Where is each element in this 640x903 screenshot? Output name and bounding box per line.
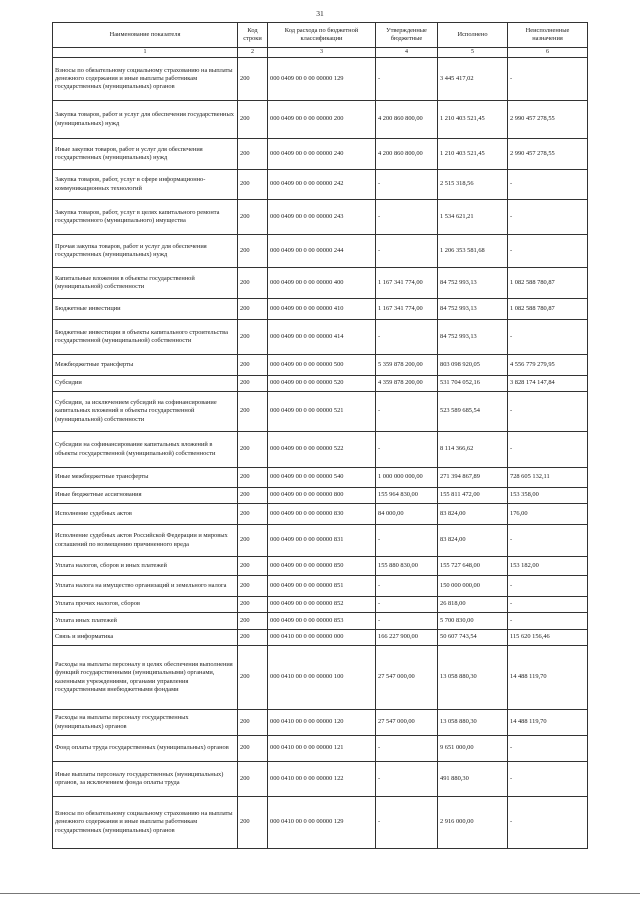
row-budget-code-cell: 000 0409 00 0 00 00000 850 [268, 557, 376, 576]
row-executed-cell: 155 811 472,00 [438, 488, 508, 504]
row-remaining-cell: 115 620 156,46 [508, 630, 588, 646]
row-line-code-cell: 200 [238, 613, 268, 630]
page-bottom-rule [0, 893, 640, 894]
table-row [53, 736, 588, 762]
row-budget-code-cell: 000 0409 00 0 00 00000 242 [268, 170, 376, 200]
row-remaining-cell: - [508, 170, 588, 200]
row-executed-cell: 2 515 318,56 [438, 170, 508, 200]
table-row [53, 101, 588, 139]
row-approved-cell: 84 000,00 [376, 504, 438, 525]
row-name-cell: Фонд оплаты труда государственных (муниципальных) органов [53, 736, 238, 762]
row-approved-cell: 5 359 878 200,00 [376, 355, 438, 376]
table-row [53, 488, 588, 504]
row-line-code-cell: 200 [238, 235, 268, 268]
row-executed-cell: 3 445 417,02 [438, 58, 508, 101]
row-line-code-cell: 200 [238, 376, 268, 392]
row-line-code-cell: 200 [238, 762, 268, 797]
column-number: 5 [438, 48, 508, 58]
header-name: Наименование показателя [53, 23, 238, 48]
row-approved-cell: - [376, 762, 438, 797]
table-row [53, 355, 588, 376]
table-row [53, 597, 588, 613]
row-remaining-cell: - [508, 736, 588, 762]
row-executed-cell: 26 818,00 [438, 597, 508, 613]
row-name-cell: Межбюджетные трансферты [53, 355, 238, 376]
row-line-code-cell: 200 [238, 797, 268, 849]
row-executed-cell: 2 916 000,00 [438, 797, 508, 849]
row-remaining-cell: - [508, 525, 588, 557]
row-name-cell: Уплата налога на имущество организаций и земельного налога [53, 576, 238, 597]
row-remaining-cell: - [508, 762, 588, 797]
row-approved-cell: - [376, 320, 438, 355]
row-executed-cell: 83 824,00 [438, 525, 508, 557]
table-row [53, 268, 588, 299]
row-approved-cell: - [376, 736, 438, 762]
row-executed-cell: 1 206 353 581,68 [438, 235, 508, 268]
row-approved-cell: - [376, 613, 438, 630]
row-executed-cell: 13 058 880,30 [438, 710, 508, 736]
row-executed-cell: 9 651 000,00 [438, 736, 508, 762]
row-remaining-cell: - [508, 320, 588, 355]
row-budget-code-cell: 000 0409 00 0 00 00000 410 [268, 299, 376, 320]
row-remaining-cell: 1 082 588 780,87 [508, 299, 588, 320]
row-approved-cell: - [376, 797, 438, 849]
row-name-cell: Иные выплаты персоналу государственных (муниципальных) органов, за исключением фонда оплаты труда [53, 762, 238, 797]
row-remaining-cell: - [508, 432, 588, 468]
table-row [53, 299, 588, 320]
row-approved-cell: - [376, 392, 438, 432]
row-executed-cell: 84 752 993,13 [438, 299, 508, 320]
row-line-code-cell: 200 [238, 200, 268, 235]
row-budget-code-cell: 000 0410 00 0 00 00000 122 [268, 762, 376, 797]
table-row [53, 646, 588, 710]
row-line-code-cell: 200 [238, 557, 268, 576]
row-remaining-cell: - [508, 200, 588, 235]
row-approved-cell: - [376, 200, 438, 235]
row-budget-code-cell: 000 0409 00 0 00 00000 851 [268, 576, 376, 597]
row-name-cell: Субсидии на софинансирование капитальных вложений в объекты государственной (муниципальной) собственности [53, 432, 238, 468]
table-row [53, 392, 588, 432]
row-approved-cell: 1 000 000 000,00 [376, 468, 438, 488]
row-approved-cell: 4 200 860 800,00 [376, 101, 438, 139]
row-name-cell: Бюджетные инвестиции [53, 299, 238, 320]
table-row [53, 432, 588, 468]
row-budget-code-cell: 000 0409 00 0 00 00000 200 [268, 101, 376, 139]
row-line-code-cell: 200 [238, 525, 268, 557]
row-budget-code-cell: 000 0409 00 0 00 00000 129 [268, 58, 376, 101]
page-number: 31 [316, 9, 324, 18]
row-approved-cell: - [376, 597, 438, 613]
row-approved-cell: 4 359 878 200,00 [376, 376, 438, 392]
row-budget-code-cell: 000 0409 00 0 00 00000 830 [268, 504, 376, 525]
row-approved-cell: - [376, 170, 438, 200]
row-executed-cell: 1 534 621,21 [438, 200, 508, 235]
row-executed-cell: 50 607 743,54 [438, 630, 508, 646]
row-remaining-cell: 176,00 [508, 504, 588, 525]
column-number: 3 [268, 48, 376, 58]
row-line-code-cell: 200 [238, 170, 268, 200]
row-budget-code-cell: 000 0409 00 0 00 00000 244 [268, 235, 376, 268]
row-name-cell: Бюджетные инвестиции в объекты капитального строительства государственной (муниципальной) собственности [53, 320, 238, 355]
table-row [53, 762, 588, 797]
row-line-code-cell: 200 [238, 468, 268, 488]
row-remaining-cell: 153 358,00 [508, 488, 588, 504]
row-remaining-cell: - [508, 613, 588, 630]
row-budget-code-cell: 000 0409 00 0 00 00000 414 [268, 320, 376, 355]
column-number: 1 [53, 48, 238, 58]
row-line-code-cell: 200 [238, 299, 268, 320]
row-budget-code-cell: 000 0409 00 0 00 00000 520 [268, 376, 376, 392]
row-line-code-cell: 200 [238, 488, 268, 504]
table-row [53, 576, 588, 597]
row-approved-cell: 27 547 000,00 [376, 646, 438, 710]
row-name-cell: Субсидии [53, 376, 238, 392]
row-budget-code-cell: 000 0409 00 0 00 00000 400 [268, 268, 376, 299]
row-name-cell: Расходы на выплаты персоналу в целях обеспечения выполнения функций государственными (муниципальными) органами, казенными учреждениями, органами управления государственными внебюджетными фондами [53, 646, 238, 710]
row-remaining-cell: 728 605 132,11 [508, 468, 588, 488]
row-line-code-cell: 200 [238, 320, 268, 355]
row-remaining-cell: 153 182,00 [508, 557, 588, 576]
header-rest: Неисполненные назначения [508, 23, 588, 48]
table-row [53, 58, 588, 101]
row-remaining-cell: - [508, 58, 588, 101]
row-executed-cell: 491 880,30 [438, 762, 508, 797]
row-budget-code-cell: 000 0409 00 0 00 00000 521 [268, 392, 376, 432]
row-line-code-cell: 200 [238, 710, 268, 736]
table-row [53, 710, 588, 736]
row-remaining-cell: 2 990 457 278,55 [508, 139, 588, 170]
row-budget-code-cell: 000 0409 00 0 00 00000 852 [268, 597, 376, 613]
table-row [53, 235, 588, 268]
row-line-code-cell: 200 [238, 504, 268, 525]
row-name-cell: Закупка товаров, работ и услуг для обеспечения государственных (муниципальных) нужд [53, 101, 238, 139]
table-row [53, 797, 588, 849]
header-approved: Утвержденные бюджетные [376, 23, 438, 48]
row-approved-cell: - [376, 576, 438, 597]
row-name-cell: Закупка товаров, работ, услуг в целях капитального ремонта государственного (муниципального) имущества [53, 200, 238, 235]
table-row [53, 630, 588, 646]
row-budget-code-cell: 000 0410 00 0 00 00000 100 [268, 646, 376, 710]
row-name-cell: Иные закупки товаров, работ и услуг для обеспечения государственных (муниципальных) нужд [53, 139, 238, 170]
row-line-code-cell: 200 [238, 432, 268, 468]
row-budget-code-cell: 000 0409 00 0 00 00000 853 [268, 613, 376, 630]
row-line-code-cell: 200 [238, 646, 268, 710]
row-approved-cell: 166 227 900,00 [376, 630, 438, 646]
row-remaining-cell: 1 082 588 780,87 [508, 268, 588, 299]
row-remaining-cell: 14 488 119,70 [508, 646, 588, 710]
table-row [53, 557, 588, 576]
row-name-cell: Уплата иных платежей [53, 613, 238, 630]
row-executed-cell: 84 752 993,13 [438, 268, 508, 299]
row-executed-cell: 13 058 880,30 [438, 646, 508, 710]
row-budget-code-cell: 000 0409 00 0 00 00000 540 [268, 468, 376, 488]
row-name-cell: Исполнение судебных актов [53, 504, 238, 525]
row-name-cell: Субсидии, за исключением субсидий на софинансирование капитальных вложений в объекты государственной (муниципальной) собственности [53, 392, 238, 432]
row-budget-code-cell: 000 0409 00 0 00 00000 243 [268, 200, 376, 235]
row-name-cell: Иные межбюджетные трансферты [53, 468, 238, 488]
row-name-cell: Уплата налогов, сборов и иных платежей [53, 557, 238, 576]
row-approved-cell: - [376, 58, 438, 101]
row-name-cell: Прочая закупка товаров, работ и услуг для обеспечения государственных (муниципальных) нужд [53, 235, 238, 268]
row-line-code-cell: 200 [238, 392, 268, 432]
row-executed-cell: 8 114 366,62 [438, 432, 508, 468]
row-executed-cell: 1 210 403 521,45 [438, 101, 508, 139]
row-line-code-cell: 200 [238, 597, 268, 613]
row-executed-cell: 84 752 993,13 [438, 320, 508, 355]
budget-execution-table [52, 22, 588, 849]
row-approved-cell: 155 964 830,00 [376, 488, 438, 504]
row-name-cell: Взносы по обязательному социальному страхованию на выплаты денежного содержания и иные выплаты работникам государственных (муниципальных) органов [53, 58, 238, 101]
row-executed-cell: 523 589 685,54 [438, 392, 508, 432]
row-approved-cell: 1 167 341 774,00 [376, 299, 438, 320]
row-executed-cell: 803 098 920,05 [438, 355, 508, 376]
row-budget-code-cell: 000 0410 00 0 00 00000 120 [268, 710, 376, 736]
row-remaining-cell: 3 828 174 147,84 [508, 376, 588, 392]
column-number: 2 [238, 48, 268, 58]
row-name-cell: Связь и информатика [53, 630, 238, 646]
row-name-cell: Капитальные вложения в объекты государственной (муниципальной) собственности [53, 268, 238, 299]
row-line-code-cell: 200 [238, 268, 268, 299]
row-name-cell: Исполнение судебных актов Российской Федерации и мировых соглашений по возмещению причиненного вреда [53, 525, 238, 557]
row-remaining-cell: - [508, 392, 588, 432]
row-budget-code-cell: 000 0409 00 0 00 00000 800 [268, 488, 376, 504]
column-number: 4 [376, 48, 438, 58]
row-budget-code-cell: 000 0409 00 0 00 00000 240 [268, 139, 376, 170]
row-budget-code-cell: 000 0409 00 0 00 00000 831 [268, 525, 376, 557]
row-approved-cell: - [376, 432, 438, 468]
table-header-row [53, 23, 588, 48]
header-done: Исполнено [438, 23, 508, 48]
row-approved-cell: 27 547 000,00 [376, 710, 438, 736]
table-row [53, 139, 588, 170]
row-name-cell: Закупка товаров, работ, услуг в сфере информационно-коммуникационных технологий [53, 170, 238, 200]
table-row [53, 468, 588, 488]
row-executed-cell: 155 727 648,00 [438, 557, 508, 576]
table-row [53, 504, 588, 525]
table-row [53, 200, 588, 235]
table-row [53, 320, 588, 355]
row-line-code-cell: 200 [238, 630, 268, 646]
row-line-code-cell: 200 [238, 576, 268, 597]
row-line-code-cell: 200 [238, 139, 268, 170]
row-remaining-cell: - [508, 576, 588, 597]
row-budget-code-cell: 000 0410 00 0 00 00000 129 [268, 797, 376, 849]
row-name-cell: Иные бюджетные ассигнования [53, 488, 238, 504]
row-name-cell: Уплата прочих налогов, сборов [53, 597, 238, 613]
row-name-cell: Расходы на выплаты персоналу государственных (муниципальных) органов [53, 710, 238, 736]
row-remaining-cell: - [508, 797, 588, 849]
row-line-code-cell: 200 [238, 736, 268, 762]
table-row [53, 525, 588, 557]
row-remaining-cell: 2 990 457 278,55 [508, 101, 588, 139]
row-executed-cell: 271 394 867,89 [438, 468, 508, 488]
row-remaining-cell: - [508, 597, 588, 613]
table-row [53, 170, 588, 200]
row-approved-cell: 155 880 830,00 [376, 557, 438, 576]
column-number: 6 [508, 48, 588, 58]
row-budget-code-cell: 000 0409 00 0 00 00000 522 [268, 432, 376, 468]
row-line-code-cell: 200 [238, 58, 268, 101]
row-executed-cell: 150 000 000,00 [438, 576, 508, 597]
row-approved-cell: 1 167 341 774,00 [376, 268, 438, 299]
row-budget-code-cell: 000 0409 00 0 00 00000 500 [268, 355, 376, 376]
row-line-code-cell: 200 [238, 101, 268, 139]
row-executed-cell: 5 700 830,00 [438, 613, 508, 630]
row-budget-code-cell: 000 0410 00 0 00 00000 121 [268, 736, 376, 762]
row-name-cell: Взносы по обязательному социальному страхованию на выплаты денежного содержания и иные выплаты работникам государственных (муниципальных) органов [53, 797, 238, 849]
row-remaining-cell: - [508, 235, 588, 268]
column-number-row [53, 48, 588, 58]
row-approved-cell: - [376, 235, 438, 268]
table-row [53, 613, 588, 630]
row-executed-cell: 531 704 052,16 [438, 376, 508, 392]
row-executed-cell: 83 824,00 [438, 504, 508, 525]
row-budget-code-cell: 000 0410 00 0 00 00000 000 [268, 630, 376, 646]
header-budget-code: Код расхода по бюджетной классификации [268, 23, 376, 48]
table-row [53, 376, 588, 392]
row-remaining-cell: 14 488 119,70 [508, 710, 588, 736]
row-line-code-cell: 200 [238, 355, 268, 376]
row-remaining-cell: 4 556 779 279,95 [508, 355, 588, 376]
row-approved-cell: - [376, 525, 438, 557]
row-approved-cell: 4 200 860 800,00 [376, 139, 438, 170]
header-code: Код строки [238, 23, 268, 48]
row-executed-cell: 1 210 403 521,45 [438, 139, 508, 170]
